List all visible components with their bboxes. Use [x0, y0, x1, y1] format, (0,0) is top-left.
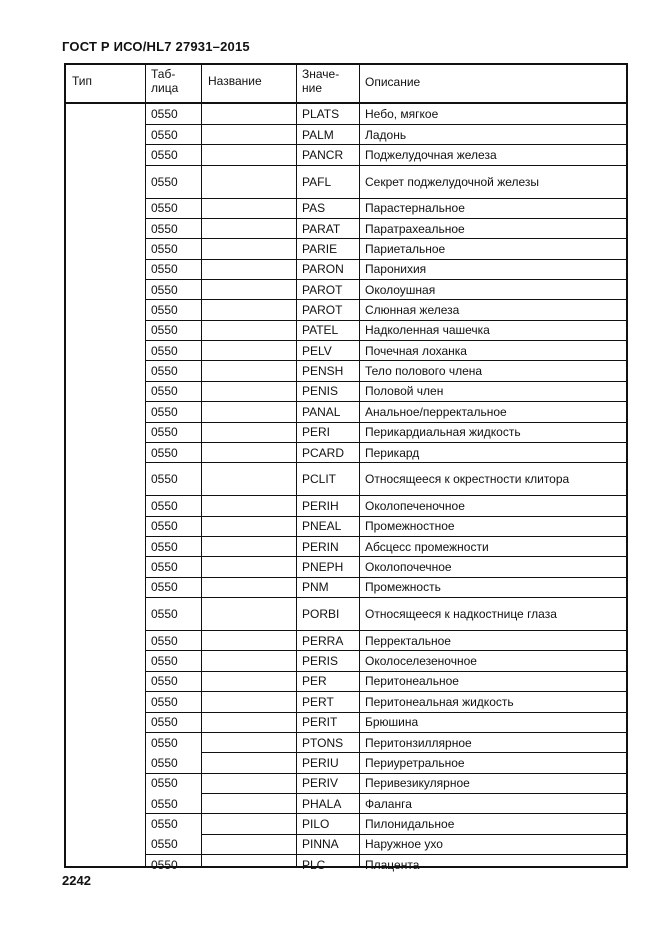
table-cell-table: 0550 [151, 303, 178, 318]
table-row [66, 381, 626, 401]
table-row [66, 218, 626, 238]
table-cell-description: Брюшина [365, 715, 419, 730]
table-cell-value: PTONS [302, 735, 344, 750]
header-table [151, 67, 178, 95]
table-cell-description: Почечная лоханка [365, 343, 467, 358]
header-value-line2: ние [302, 81, 323, 95]
table-row [66, 732, 626, 752]
table-cell-description: Анальное/перректальное [365, 404, 507, 419]
header-name: Название [208, 74, 262, 88]
table-row [66, 834, 626, 854]
table-cell-description: Околоселезеночное [365, 654, 477, 669]
table-row [66, 516, 626, 536]
table-row [66, 239, 626, 259]
table-row [66, 124, 626, 144]
table-cell-table: 0550 [151, 343, 178, 358]
table-cell-table: 0550 [151, 282, 178, 297]
table-cell-table: 0550 [151, 147, 178, 162]
table-row [66, 712, 626, 732]
table-cell-description: Секрет поджелудочной железы [365, 174, 540, 189]
table-cell-description: Пилонидальное [365, 816, 455, 831]
table-cell-value: PCARD [302, 445, 345, 460]
table-cell-table: 0550 [151, 519, 178, 534]
table-cell-description: Надколенная чашечка [365, 323, 490, 338]
table-cell-description: Околопочечное [365, 560, 452, 574]
table-cell-value: PATEL [302, 323, 339, 338]
table-cell-value: PARAT [302, 221, 341, 236]
table-cell-value: PERI [302, 425, 331, 440]
table-cell-table: 0550 [151, 654, 178, 669]
table-cell-table: 0550 [151, 607, 178, 622]
table-cell-table: 0550 [151, 241, 178, 256]
table-cell-value: PAROT [302, 303, 343, 318]
table-row [66, 361, 626, 381]
table-cell-description: Парастернальное [365, 201, 465, 216]
table-row [66, 855, 626, 875]
table-cell-table: 0550 [151, 694, 178, 709]
table-cell-value: PERIT [302, 715, 338, 730]
table-cell-value: PENIS [302, 384, 339, 399]
table-cell-value: PENSH [302, 364, 344, 379]
table-cell-description: Перикардиальная жидкость [365, 425, 521, 440]
table-cell-table: 0550 [151, 425, 178, 440]
table-cell-table: 0550 [151, 384, 178, 399]
table-cell-table: 0550 [151, 633, 178, 648]
table-cell-description: Перитонеальное [365, 674, 459, 689]
table-cell-description: Паратрахеальное [365, 221, 465, 236]
table-cell-table: 0550 [151, 735, 178, 750]
table-cell-table: 0550 [151, 364, 178, 379]
table-cell-table: 0550 [151, 755, 178, 770]
table-cell-value: PERIV [302, 776, 339, 791]
table-cell-value: PAROT [302, 282, 343, 297]
table-row [66, 280, 626, 300]
table-cell-value: PER [302, 674, 327, 689]
header-type: Тип [72, 74, 93, 88]
table-cell-value: PALM [302, 127, 334, 142]
table-cell-description: Перитонзиллярное [365, 735, 472, 750]
table-cell-description: Околопеченочное [365, 498, 465, 513]
table-cell-value: PHALA [302, 796, 342, 811]
table-row [66, 422, 626, 442]
table-cell-value: PNM [302, 580, 329, 595]
table-cell-value: PLC [302, 857, 326, 872]
table-cell-value: PERIS [302, 654, 339, 669]
table-cell-table: 0550 [151, 221, 178, 236]
table-cell-value: PNEPH [302, 560, 344, 574]
table-row [66, 651, 626, 671]
header-table-line2: лица [151, 81, 179, 95]
table-row [66, 814, 626, 834]
table-row [66, 753, 626, 773]
table-cell-description: Поджелудочная железа [365, 147, 497, 162]
table-row [66, 259, 626, 279]
table-cell-description: Относящееся к окрестности клитора [365, 472, 570, 487]
table-cell-value: PARIE [302, 241, 338, 256]
table-cell-value: PCLIT [302, 472, 337, 487]
header-value [302, 67, 339, 95]
document-title: ГОСТ Р ИСО/HL7 27931–2015 [62, 39, 250, 54]
table-cell-table: 0550 [151, 796, 178, 811]
table-cell-value: PORBI [302, 607, 340, 622]
table-cell-description: Ладонь [365, 127, 407, 142]
table-cell-description: Плацента [365, 857, 420, 872]
table-cell-table: 0550 [151, 715, 178, 730]
table-cell-value: PLATS [302, 107, 340, 122]
table-cell-table: 0550 [151, 127, 178, 142]
table-cell-value: PNEAL [302, 519, 342, 534]
table-row [66, 402, 626, 422]
table-cell-description: Париетальное [365, 241, 446, 256]
table-cell-description: Абсцесс промежности [365, 539, 489, 554]
table-cell-description: Перикард [365, 445, 420, 460]
header-description: Описание [365, 75, 421, 89]
table-cell-table: 0550 [151, 674, 178, 689]
table-cell-table: 0550 [151, 857, 178, 872]
table-cell-description: Перивезикулярное [365, 776, 470, 791]
table-cell-description: Промежностное [365, 519, 455, 534]
table-cell-table: 0550 [151, 404, 178, 419]
table-row [66, 671, 626, 691]
table-cell-table: 0550 [151, 107, 178, 122]
table-cell-description: Промежность [365, 580, 441, 595]
table-cell-table: 0550 [151, 816, 178, 831]
table-row [66, 577, 626, 597]
table-cell-table: 0550 [151, 323, 178, 338]
table-cell-value: PERIH [302, 498, 339, 513]
table-row [66, 773, 626, 793]
table-cell-description: Перректальное [365, 633, 451, 648]
table-row [66, 598, 626, 631]
code-table [64, 63, 628, 872]
table-cell-value: PILO [302, 816, 330, 831]
table-cell-value: PARON [302, 262, 344, 277]
table-cell-value: PAS [302, 201, 326, 216]
table-cell-value: PERIU [302, 755, 339, 770]
table-cell-value: PANCR [302, 147, 344, 162]
table-cell-value: PERT [302, 694, 334, 709]
table-cell-description: Фаланга [365, 796, 412, 811]
table-cell-description: Тело полового члена [365, 364, 483, 379]
table-cell-value: PINNA [302, 837, 339, 852]
table-cell-table: 0550 [151, 560, 178, 574]
table-row [66, 165, 626, 198]
table-row [66, 104, 626, 124]
table-cell-value: PERIN [302, 539, 339, 554]
table-row [66, 442, 626, 462]
table-row [66, 631, 626, 651]
page-number: 2242 [62, 873, 91, 888]
header-value-line1: Значе- [302, 67, 340, 81]
table-cell-description: Половой член [365, 384, 444, 399]
table-row [66, 198, 626, 218]
table-cell-table: 0550 [151, 262, 178, 277]
table-cell-table: 0550 [151, 201, 178, 216]
table-row [66, 320, 626, 340]
table-cell-description: Периуретральное [365, 755, 465, 770]
table-cell-table: 0550 [151, 445, 178, 460]
table-cell-value: PAFL [302, 174, 332, 189]
table-cell-table: 0550 [151, 580, 178, 595]
table-cell-description: Наружное ухо [365, 837, 443, 852]
table-cell-description: Околоушная [365, 282, 436, 297]
table-row [66, 536, 626, 556]
table-cell-description: Небо, мягкое [365, 107, 439, 122]
table-cell-value: PELV [302, 343, 332, 358]
table-row [66, 496, 626, 516]
table-cell-value: PANAL [302, 404, 341, 419]
table-cell-table: 0550 [151, 174, 178, 189]
table-row [66, 463, 626, 496]
table-cell-table: 0550 [151, 776, 178, 791]
header-table-line1: Таб- [151, 67, 176, 81]
table-cell-description: Паронихия [365, 262, 427, 277]
table-cell-table: 0550 [151, 472, 178, 487]
table-cell-description: Относящееся к надкостнице глаза [365, 607, 557, 622]
table-cell-value: PERRA [302, 633, 344, 648]
table-row [66, 557, 626, 577]
table-cell-description: Слюнная железа [365, 303, 460, 318]
table-cell-description: Перитонеальная жидкость [365, 694, 514, 709]
table-row [66, 692, 626, 712]
table-row [66, 793, 626, 813]
table-row [66, 300, 626, 320]
table-cell-table: 0550 [151, 498, 178, 513]
table-cell-table: 0550 [151, 837, 178, 852]
table-row [66, 145, 626, 165]
table-cell-table: 0550 [151, 539, 178, 554]
table-row [66, 341, 626, 361]
